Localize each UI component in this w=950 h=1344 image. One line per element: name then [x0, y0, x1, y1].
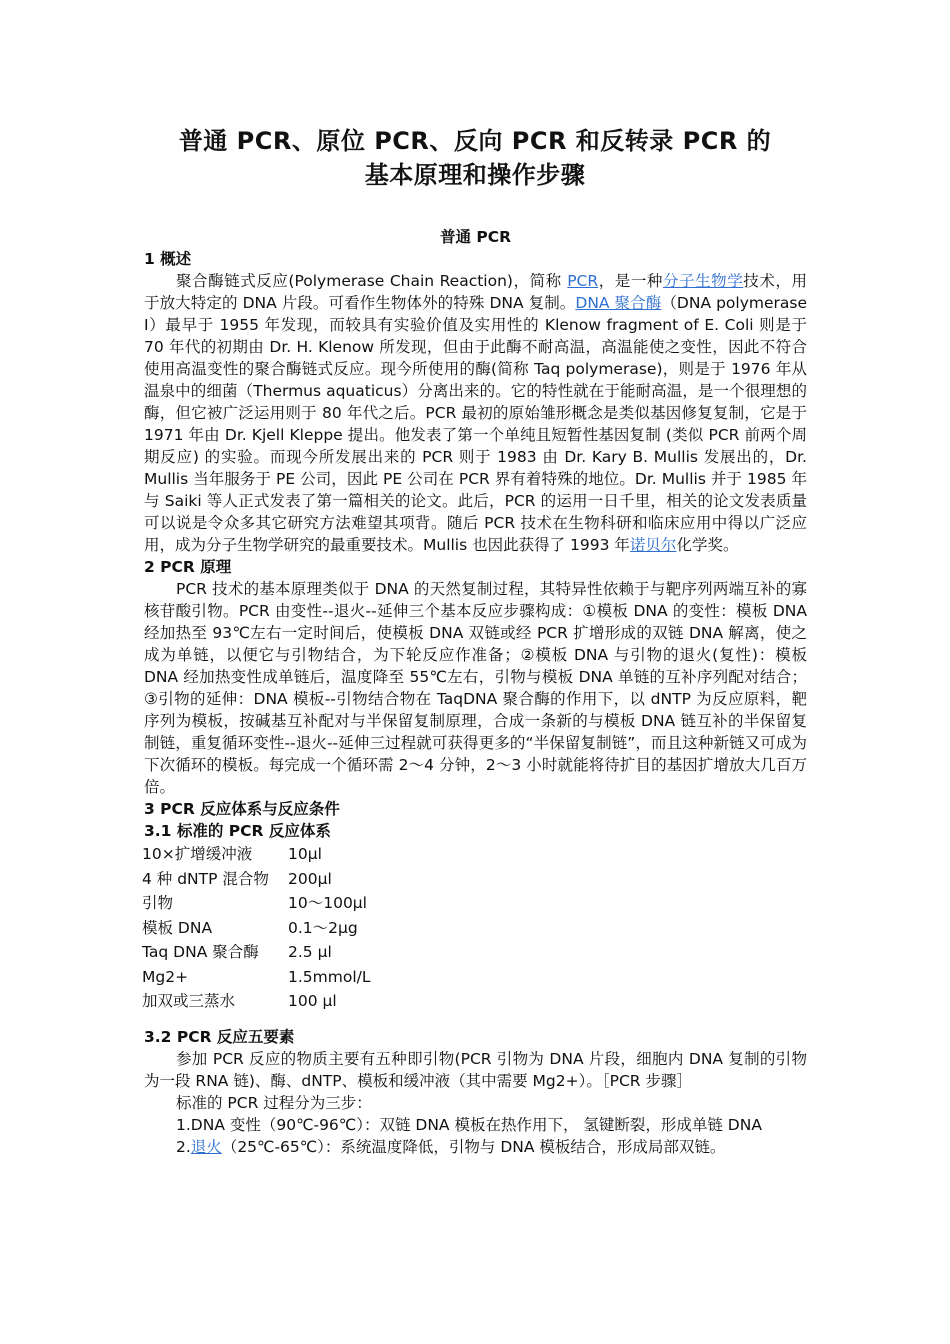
reagent-amount: 200μl	[288, 869, 332, 888]
reagent-amount: 1.5mmol/L	[288, 967, 371, 986]
heading-overview: 1 概述	[144, 250, 192, 268]
table-row	[142, 891, 807, 916]
table-row	[142, 867, 807, 892]
section-title-main: 普通 PCR	[439, 228, 512, 246]
table-row	[142, 842, 807, 867]
overview-text-d: （DNA polymerase I）最早于 1955 年发现，而较具有实验价值及实用性的 Klenow fragment of E. Coli 则是于 70 年代的初期由 Dr. H. Klenow 所发现，但由于此酶不耐高温，高温能使之变性，因此不符合使用高温变性的聚合酶链式反应。现今所使用的酶(简称 Taq polymerase)，则是于 1976 年从温泉中的细菌（Thermus aquaticus）分离出来的。它的特性就在于能耐高温，是一个很理想的酶，但它被广泛运用则于 80 年代之后。PCR 最初的原始雏形概念是类似基因修复复制，它是于 1971 年由 Dr. Kjell Kleppe 提出。他发表了第一个单纯且短暂性基因复制 (类似 PCR 前两个周期反应) 的实验。而现今所发展出来的 PCR 则于 1983 由 Dr. Kary B. Mullis 发展出的，Dr. Mullis 当年服务于 PE 公司，因此 PE 公司在 PCR 界有着特殊的地位。Dr. Mullis 并于 1985 年与 Saiki 等人正式发表了第一篇相关的论文。此后，PCR 的运用一日千里，相关的论文发表质量可以说是令众多其它研究方法难望其项背。随后 PCR 技术在生物科研和临床应用中得以广泛应用，成为分子生物学研究的最重要技术。Mullis 也因此获得了 1993 年	[144, 294, 807, 554]
link-molecular-biology[interactable]: 分子生物学	[662, 272, 744, 290]
link-nobel[interactable]: 诺贝尔	[629, 536, 677, 554]
reagent-amount: 100 μl	[288, 992, 337, 1010]
step-denaturation: 1.DNA 变性（90℃-96℃）：双链 DNA 模板在热作用下， 氢键断裂，形成单链 DNA	[176, 1115, 762, 1134]
link-dna-polymerase[interactable]: DNA 聚合酶	[575, 294, 662, 312]
title-line-2: 基本原理和操作步骤	[364, 161, 586, 189]
spacer	[144, 1014, 807, 1026]
reagent-amount: 10μl	[288, 845, 322, 863]
reagent-name: 4 种 dNTP 混合物	[142, 869, 269, 888]
reagent-name: 10×扩增缓冲液	[142, 845, 253, 863]
step-annealing-number: 2.	[176, 1137, 191, 1156]
reagent-amount: 2.5 μl	[288, 943, 332, 961]
reagent-table	[142, 842, 807, 1014]
step-annealing-text: （25℃-65℃）：系统温度降低，引物与 DNA 模板结合，形成局部双链。	[221, 1137, 726, 1156]
link-annealing[interactable]: 退火	[190, 1137, 222, 1156]
table-row	[142, 940, 807, 965]
reagent-name: 模板 DNA	[142, 918, 213, 937]
paragraph-steps-intro: 标准的 PCR 过程分为三步：	[176, 1093, 372, 1112]
reagent-name: Taq DNA 聚合酶	[142, 943, 259, 961]
overview-text-a: 聚合酶链式反应(Polymerase Chain Reaction)，简称	[176, 272, 568, 290]
reagent-name: Mg2+	[142, 967, 189, 986]
heading-principle: 2 PCR 原理	[144, 558, 232, 576]
paragraph-five-elements: 参加 PCR 反应的物质主要有五种即引物(PCR 引物为 DNA 片段，细胞内 DNA 复制的引物为一段 RNA 链)、酶、dNTP、模板和缓冲液（其中需要 Mg2+）。［PCR 步骤］	[144, 1049, 807, 1090]
reagent-amount: 10～100μl	[288, 894, 367, 912]
paragraph-principle: PCR 技术的基本原理类似于 DNA 的天然复制过程，其特异性依赖于与靶序列两端互补的寡核苷酸引物。PCR 由变性--退火--延伸三个基本反应步骤构成：①模板 DNA 的变性：模板 DNA 经加热至 93℃左右一定时间后，使模板 DNA 双链或经 PCR 扩增形成的双链 DNA 解离，使之成为单链，以便它与引物结合，为下轮反应作准备；②模板 DNA 与引物的退火(复性)：模板 DNA 经加热变性成单链后，温度降至 55℃左右，引物与模板 DNA 单链的互补序列配对结合；③引物的延伸：DNA 模板--引物结合物在 TaqDNA 聚合酶的作用下，以 dNTP 为反应原料，靶序列为模板，按碱基互补配对与半保留复制原理，合成一条新的与模板 DNA 链互补的半保留复制链，重复循环变性--退火--延伸三过程就可获得更多的“半保留复制链”，而且这种新链又可成为下次循环的模板。每完成一个循环需 2～4 分钟，2～3 小时就能将待扩目的基因扩增放大几百万倍。	[144, 580, 807, 796]
reagent-name: 加双或三蒸水	[142, 992, 236, 1010]
link-pcr[interactable]: PCR	[567, 272, 599, 290]
overview-text-b: ，是一种	[598, 272, 663, 290]
table-row	[142, 916, 807, 941]
overview-text-e: 化学奖。	[676, 536, 739, 554]
overview-text-c: 技术，用于放大特定的 DNA 片段。可看作生物体外的特殊 DNA 复制。	[144, 272, 807, 312]
document-body	[144, 226, 807, 1158]
table-row	[142, 965, 807, 990]
heading-reaction-system: 3 PCR 反应体系与反应条件	[144, 800, 340, 818]
table-row	[142, 989, 807, 1014]
document-title	[0, 124, 950, 192]
title-line-1: 普通 PCR、原位 PCR、反向 PCR 和反转录 PCR 的	[178, 127, 772, 155]
heading-five-elements: 3.2 PCR 反应五要素	[144, 1027, 295, 1046]
reagent-amount: 0.1～2μg	[288, 918, 358, 937]
paragraph-overview	[144, 270, 807, 556]
heading-standard-system: 3.1 标准的 PCR 反应体系	[144, 822, 331, 840]
reagent-name: 引物	[142, 894, 174, 912]
step-annealing	[144, 1136, 807, 1158]
